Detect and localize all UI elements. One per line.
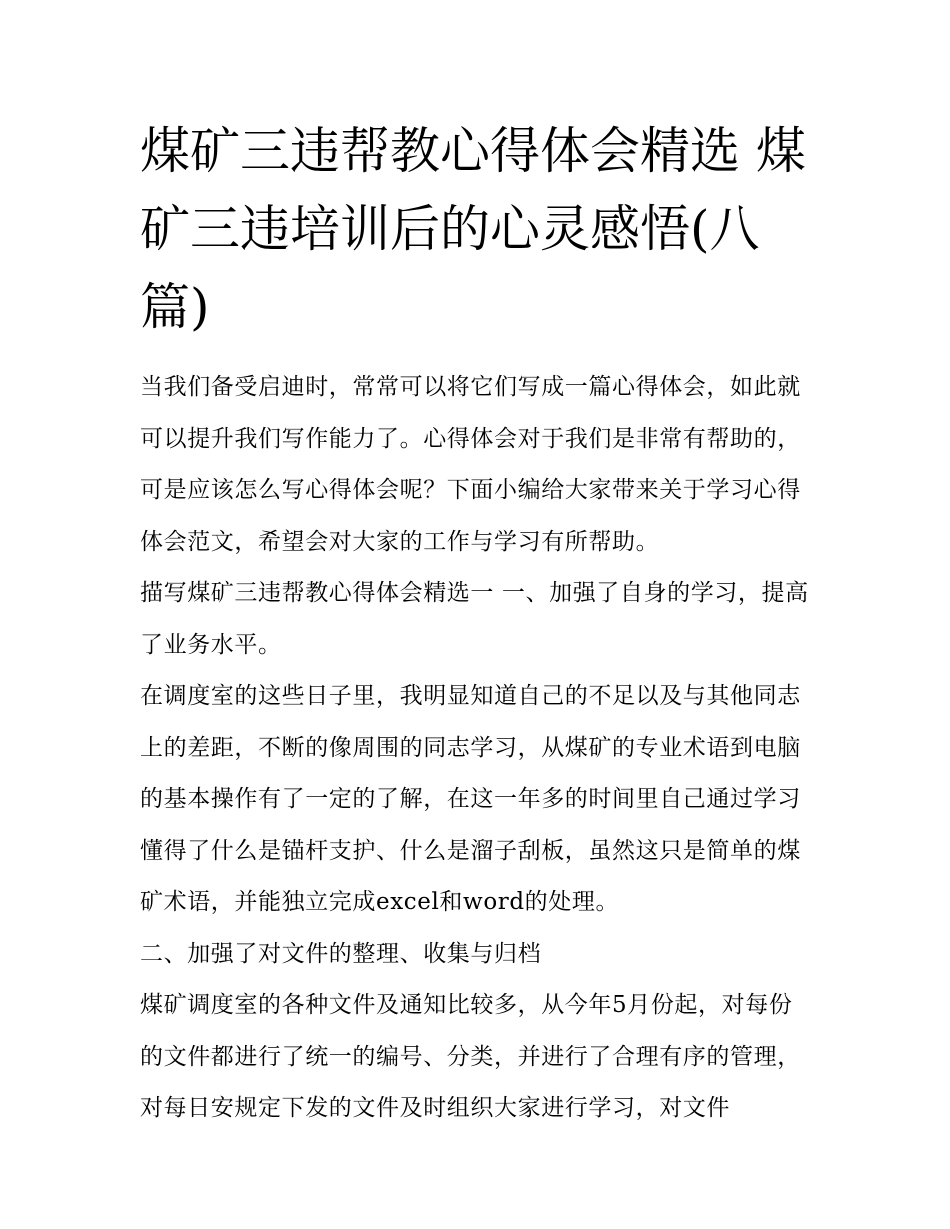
document-title: 煤矿三违帮教心得体会精选 煤矿三违培训后的心灵感悟(八篇) — [140, 122, 806, 336]
body-paragraph: 在调度室的这些日子里，我明显知道自己的不足以及与其他同志上的差距，不断的像周围的同志学习，从煤矿的专业术语到电脑的基本操作有了一定的了解，在这一年多的时间里自己通过学习懂得了什么是锚杆支护、什么是溜子刮板，虽然这只是简单的煤矿术语，并能独立完成excel和word的处理。 — [140, 683, 801, 915]
document-page — [140, 112, 812, 1135]
section-one-heading-paragraph: 描写煤矿三违帮教心得体会精选一 一、加强了自身的学习，提高了业务水平。 — [140, 580, 809, 658]
intro-paragraph: 当我们备受启迪时，常常可以将它们写成一篇心得体会，如此就可以提升我们写作能力了。心得体会对于我们是非常有帮助的，可是应该怎么写心得体会呢？下面小编给大家带来关于学习心得体会范文，希望会对大家的工作与学习有所帮助。 — [140, 374, 801, 555]
body-paragraph: 煤矿调度室的各种文件及通知比较多，从今年5月份起，对每份的文件都进行了统一的编号、分类，并进行了合理有序的管理，对每日安规定下发的文件及时组织大家进行学习，对文件 — [140, 992, 801, 1121]
section-two-heading-paragraph: 二、加强了对文件的整理、收集与归档 — [140, 940, 542, 967]
